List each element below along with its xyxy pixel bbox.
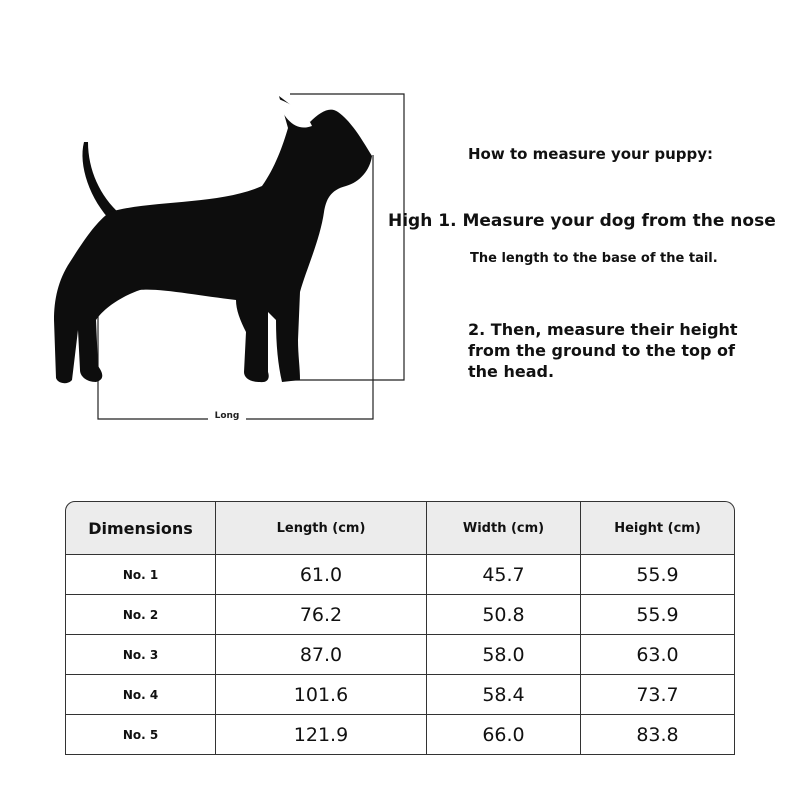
size-cell: No. 1 <box>65 555 216 595</box>
header-height: Height (cm) <box>581 501 735 555</box>
width-cell: 58.0 <box>427 635 581 675</box>
width-cell: 66.0 <box>427 715 581 755</box>
measure-intro: How to measure your puppy: <box>468 145 714 163</box>
length-cell: 76.2 <box>216 595 427 635</box>
height-cell: 63.0 <box>581 635 735 675</box>
size-cell: No. 5 <box>65 715 216 755</box>
length-cell: 61.0 <box>216 555 427 595</box>
height-cell: 73.7 <box>581 675 735 715</box>
measure-step-1: High 1. Measure your dog from the nose <box>388 211 776 231</box>
length-cell: 101.6 <box>216 675 427 715</box>
header-dimensions: Dimensions <box>65 501 216 555</box>
width-cell: 45.7 <box>427 555 581 595</box>
table-row <box>65 555 735 595</box>
width-cell: 50.8 <box>427 595 581 635</box>
table-row <box>65 595 735 635</box>
length-cell: 121.9 <box>216 715 427 755</box>
height-cell: 55.9 <box>581 595 735 635</box>
length-cell: 87.0 <box>216 635 427 675</box>
dog-silhouette <box>54 96 372 383</box>
table-row <box>65 635 735 675</box>
height-cell: 83.8 <box>581 715 735 755</box>
table-row <box>65 675 735 715</box>
size-table <box>65 501 735 755</box>
long-label: Long <box>208 411 246 421</box>
size-cell: No. 2 <box>65 595 216 635</box>
header-length: Length (cm) <box>216 501 427 555</box>
width-cell: 58.4 <box>427 675 581 715</box>
table-row <box>65 715 735 755</box>
size-cell: No. 3 <box>65 635 216 675</box>
measure-step-2: 2. Then, measure their height from the ground to the top of the head. <box>468 320 738 381</box>
height-cell: 55.9 <box>581 555 735 595</box>
table-header-row <box>65 501 735 555</box>
size-table-container <box>65 501 735 755</box>
measure-step-1-detail: The length to the base of the tail. <box>470 251 718 266</box>
header-width: Width (cm) <box>427 501 581 555</box>
size-cell: No. 4 <box>65 675 216 715</box>
